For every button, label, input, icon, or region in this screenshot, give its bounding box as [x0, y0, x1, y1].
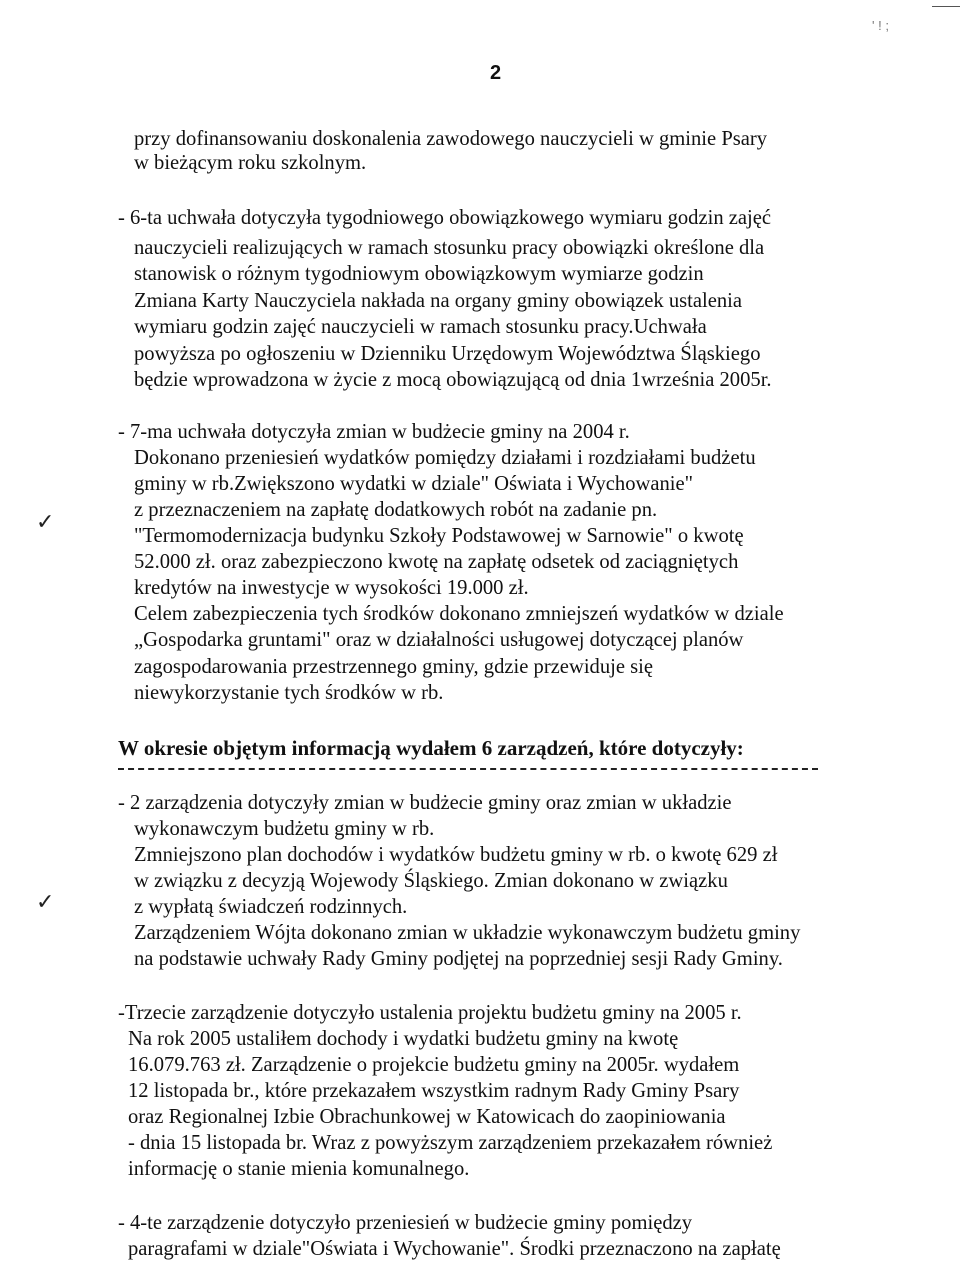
text-line: Na rok 2005 ustaliłem dochody i wydatki budżetu gminy na kwotę: [128, 1028, 679, 1050]
text-line: wykonawczym budżetu gminy w rb.: [134, 818, 435, 840]
text-line: Zarządzeniem Wójta dokonano zmian w układzie wykonawczym budżetu gminy: [134, 922, 801, 944]
text-line: zagospodarowania przestrzennego gminy, gdzie przewiduje się: [134, 656, 654, 678]
margin-check-mark-icon: ✓: [36, 510, 55, 535]
text-line: - dnia 15 listopada br. Wraz z powyższym zarządzeniem przekazałem również: [128, 1132, 773, 1154]
page-number: 2: [490, 62, 502, 84]
text-line: na podstawie uchwały Rady Gminy podjętej na poprzedniej sesji Rady Gminy.: [134, 948, 783, 970]
text-line: informację o stanie mienia komunalnego.: [128, 1158, 470, 1180]
text-line: przy dofinansowaniu doskonalenia zawodowego nauczycieli w gminie Psary: [134, 128, 768, 150]
text-line: gminy w rb.Zwiększono wydatki w dziale" Oświata i Wychowanie": [134, 473, 694, 495]
text-line: "Termomodernizacja budynku Szkoły Podstawowej w Sarnowie" o kwotę: [134, 525, 744, 547]
text-line: wymiaru godzin zajęć nauczycieli w ramach stosunku pracy.Uchwała: [134, 316, 707, 338]
text-line: - 7-ma uchwała dotyczyła zmian w budżecie gminy na 2004 r.: [118, 421, 630, 443]
text-line: 12 listopada br., które przekazałem wszystkim radnym Rady Gminy Psary: [128, 1080, 740, 1102]
text-line: stanowisk o różnym tygodniowym obowiązkowym wymiarze godzin: [134, 263, 704, 285]
text-line: w związku z decyzją Wojewody Śląskiego. Zmian dokonano w związku: [134, 870, 728, 892]
text-line: 16.079.763 zł. Zarządzenie o projekcie budżetu gminy na 2005r. wydałem: [128, 1054, 740, 1076]
text-line: „Gospodarka gruntami" oraz w działalności usługowej dotyczącej planów: [134, 629, 744, 651]
text-line: oraz Regionalnej Izbie Obrachunkowej w Katowicach do zaopiniowania: [128, 1106, 726, 1128]
text-line: -Trzecie zarządzenie dotyczyło ustalenia projektu budżetu gminy na 2005 r.: [118, 1002, 742, 1024]
text-line: 52.000 zł. oraz zabezpieczono kwotę na zapłatę odsetek od zaciągniętych: [134, 551, 739, 573]
text-line: z przeznaczeniem na zapłatę dodatkowych robót na zadanie pn.: [134, 499, 658, 521]
scan-artifact-mark: ' ! ;: [872, 18, 889, 33]
text-line: nauczycieli realizujących w ramach stosunku pracy obowiązki określone dla: [134, 237, 765, 259]
text-line: paragrafami w dziale"Oświata i Wychowanie". Środki przeznaczono na zapłatę: [128, 1238, 781, 1260]
scan-edge-rule: [932, 6, 960, 7]
section-heading: W okresie objętym informacją wydałem 6 zarządzeń, które dotyczyły:: [118, 736, 744, 760]
text-line: - 2 zarządzenia dotyczyły zmian w budżecie gminy oraz zmian w układzie: [118, 792, 732, 814]
text-line: - 4-te zarządzenie dotyczyło przeniesień w budżecie gminy pomiędzy: [118, 1212, 693, 1234]
text-line: z wypłatą świadczeń rodzinnych.: [134, 896, 408, 918]
text-line: kredytów na inwestycje w wysokości 19.000 zł.: [134, 577, 529, 599]
dashed-separator: [118, 768, 818, 770]
text-line: - 6-ta uchwała dotyczyła tygodniowego obowiązkowego wymiaru godzin zajęć: [118, 207, 772, 229]
margin-check-mark-icon: ✓: [36, 890, 55, 915]
text-line: Zmniejszono plan dochodów i wydatków budżetu gminy w rb. o kwotę 629 zł: [134, 844, 778, 866]
text-line: w bieżącym roku szkolnym.: [134, 152, 367, 174]
text-line: Celem zabezpieczenia tych środków dokonano zmniejszeń wydatków w dziale: [134, 603, 784, 625]
text-line: niewykorzystanie tych środków w rb.: [134, 682, 444, 704]
text-line: Zmiana Karty Nauczyciela nakłada na organy gminy obowiązek ustalenia: [134, 290, 743, 312]
text-line: powyższa po ogłoszeniu w Dzienniku Urzędowym Województwa Śląskiego: [134, 343, 761, 365]
text-line: będzie wprowadzona w życie z mocą obowiązującą od dnia 1września 2005r.: [134, 369, 772, 391]
text-line: Dokonano przeniesień wydatków pomiędzy działami i rozdziałami budżetu: [134, 447, 756, 469]
